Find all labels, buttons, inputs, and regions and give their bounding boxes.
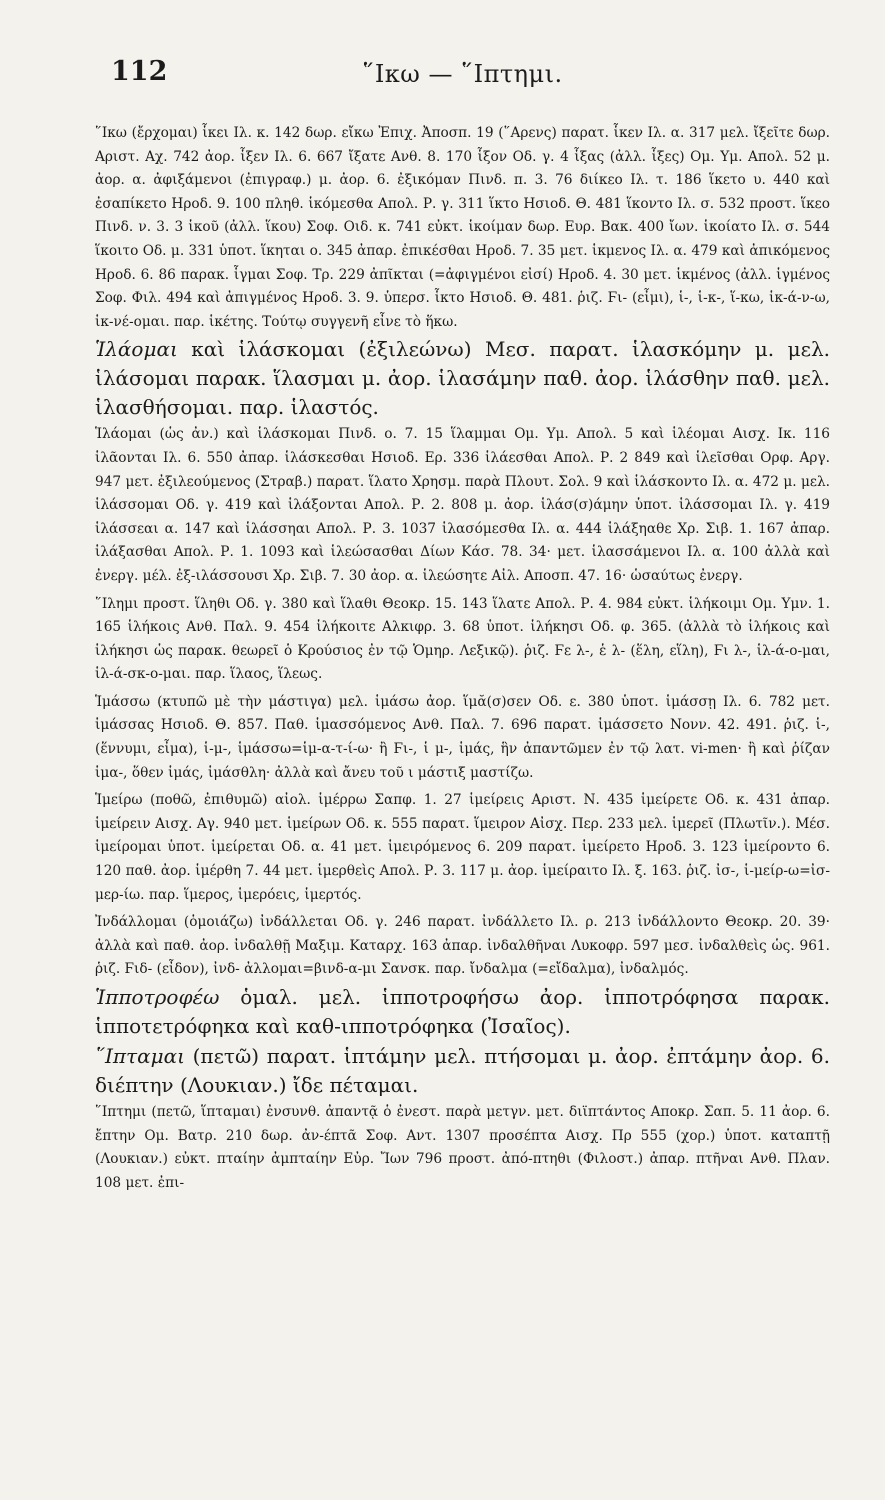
main-entry-hiptamai <box>95 1042 830 1100</box>
entry-text: ῞Ικω (ἔρχομαι) ἷκει Ιλ. κ. 142 δωρ. εἴκω Ἐπιχ. Ἀποσπ. 19 (῞Αρενς) παρατ. ἷκεν Ιλ. α. 317 μελ. ἴξεῖτε δωρ. Αριστ. Αχ. 742 ἀορ. ἷξεν Ιλ. 6. 667 ἴξατε Ανθ. 8. 170 ἷξον Οδ. γ. 4 ἷξας (ἀλλ. ἷξες) Ομ. Υμ. Απολ. 52 μ. ἀορ. α. ἀφιξάμενοι (ἐπιγραφ.) μ. ἀορ. 6. ἐξικόμαν Πινδ. π. 3. 76 διίκεο Ιλ. τ. 186 ἵκετο υ. 440 καὶ ἐσαπίκετο Ηροδ. 9. 100 πληθ. ἱκόμεσθα Απολ. Ρ. γ. 311 ἵκτο Ησιοδ. Θ. 481 ἵκοντο Ιλ. σ. 532 προστ. ἵκεο Πινδ. ν. 3. 3 ἱκοῦ (ἀλλ. ἵκου) Σοφ. Οιδ. κ. 741 εὐκτ. ἱκοίμαν δωρ. Ευρ. Βακ. 400 ἴων. ἱκοίατο Ιλ. σ. 544 ἵκοιτο Οδ. μ. 331 ὑποτ. ἵκηται ο. 345 ἀπαρ. ἐπικέσθαι Ηροδ. 7. 35 μετ. ἱκμενος Ιλ. α. 479 καὶ ἀπικόμενος Ηροδ. 6. 86 παρακ. ἷγμαι Σοφ. Τρ. 229 ἀπῖκται (=ἀφιγμένοι εἰσί) Ηροδ. 4. 30 μετ. ἱκμένος (ἀλλ. ἱγμένος Σοφ. Φιλ. 494 καὶ ἀπιγμένος Ηροδ. 3. 9. ὑπερσ. ἷκτο Ησιοδ. Θ. 481. ῥιζ. Ϝι- (εἶμι), ἱ-, ἱ-κ-, ἵ-κω, ἱκ-ά-ν-ω, ἱκ-νέ-ομαι. παρ. ἱκέτης. Τούτῳ συγγενῆ εἶνε τὸ ἥκω. <box>95 125 830 330</box>
headword: ῞Ιπταμαι <box>95 1044 185 1068</box>
entry-text: ῞Ιπτημι (πετῶ, ἵπταμαι) ἐνσυνθ. ἀπαντᾷ ὁ ἐνεστ. παρὰ μετγν. μετ. διϊπτάντος Αποκρ. Σαπ. 5. 11 ἀορ. 6. ἔπτην Ομ. Βατρ. 210 δωρ. ἀν-έπτᾶ Σοφ. Αντ. 1307 προσέπτα Αισχ. Πρ 555 (χορ.) ὑποτ. καταπτῇ (Λουκιαν.) εὐκτ. πταίην ἀμπταίην Εὐρ. Ἴων 796 προστ. ἀπό-πτηθι (Φιλοστ.) ἀπαρ. πτῆναι Ανθ. Πλαν. 108 μετ. ἐπι- <box>95 1104 830 1191</box>
entry-text: ὁμαλ. μελ. ἱπποτροφήσω ἀορ. ἱπποτρόφησα παρακ. ἱπποτετρόφηκα καὶ καθ-ιπποτρόφηκα (Ἰσαῖος). <box>95 985 830 1038</box>
book-page <box>95 50 830 1470</box>
entry-hilaomai-detail <box>95 423 830 588</box>
page-header <box>95 50 830 92</box>
entry-text: Ἱμάσσω (κτυπῶ μὲ τὴν μάστιγα) μελ. ἱμάσω ἀορ. ἵμᾰ(σ)σεν Οδ. ε. 380 ὑποτ. ἱμάσσῃ Ιλ. 6. 782 μετ. ἱμάσσας Ησιοδ. Θ. 857. Παθ. ἱμασσόμενος Ανθ. Παλ. 7. 696 παρατ. ἱμάσσετο Νονν. 42. 491. ῥιζ. ἱ-, (ἕννυμι, εἶμα), ἱ-μ-, ἱμάσσω=ἱμ-α-τ-ί-ω· ἢ Ϝι-, ἱ μ-, ἱμάς, ἣν ἀπαντῶμεν ἐν τῷ λατ. vi-men· ἢ καὶ ῥίζαν ἱμα-, ὅθεν ἱμάς, ἱμάσθλη· ἀλλὰ καὶ ἄνευ τοῦ ι μάστιξ μαστίζω. <box>95 693 830 781</box>
page-number: 112 <box>111 56 168 87</box>
entry-himasso <box>95 691 830 785</box>
main-entry-hilaomai <box>95 335 830 422</box>
entry-text: Ἰνδάλλομαι (ὁμοιάζω) ἰνδάλλεται Οδ. γ. 246 παρατ. ἰνδάλλετο Ιλ. ρ. 213 ἰνδάλλοντο Θεοκρ. 20. 39· ἀλλὰ καὶ παθ. ἀορ. ἰνδαλθῇ Μαξιμ. Καταρχ. 163 ἀπαρ. ἰνδαλθῆναι Λυκοφρ. 597 μεσ. ἰνδαλθεὶς ὡς. 961. ῥιζ. Ϝιδ- (εἶδον), ἰνδ- ἀλλομαι=βινδ-α-μι Σανσκ. παρ. ἴνδαλμα (=εἴδαλμα), ἰνδαλμός. <box>95 914 830 978</box>
entry-himeiro <box>95 789 830 907</box>
entry-hilemi <box>95 593 830 687</box>
entry-iko <box>95 122 830 334</box>
entry-text: (πετῶ) παρατ. ἱπτάμην μελ. πτήσομαι μ. ἀορ. ἐπτάμην ἀορ. 6. διέπτην (Λουκιαν.) ἴδε πέταμαι. <box>95 1044 830 1097</box>
page-body <box>95 122 830 1195</box>
headword: Ἱπποτροφέω <box>95 985 220 1009</box>
running-title: ῞Ικω — ῞Ιπτημι. <box>362 60 563 88</box>
entry-text: Ἱλάομαι (ὡς ἀν.) καὶ ἱλάσκομαι Πινδ. ο. 7. 15 ἵλαμμαι Ομ. Υμ. Απολ. 5 καὶ ἱλέομαι Αισχ. Ικ. 116 ἱλᾶονται Ιλ. 6. 550 ἀπαρ. ἱλάσκεσθαι Ησιοδ. Ερ. 336 ἱλάεσθαι Απολ. Ρ. 2 849 καὶ ἱλεῖσθαι Ορφ. Αργ. 947 μετ. ἐξιλεούμενος (Στραβ.) παρατ. ἵλατο Χρησμ. παρὰ Πλουτ. Σολ. 9 καὶ ἱλάσκοντο Ιλ. α. 472 μ. μελ. ἱλάσσομαι Οδ. γ. 419 καὶ ἱλάξονται Απολ. Ρ. 2. 808 μ. ἀορ. ἱλάσ(σ)άμην ὑποτ. ἱλάσσομαι Ιλ. γ. 419 ἱλάσσεαι α. 147 καὶ ἱλάσσηαι Απολ. Ρ. 3. 1037 ἱλασόμεσθα Ιλ. α. 444 ἱλάξηαθε Χρ. Σιβ. 1. 167 ἀπαρ. ἱλάξασθαι Απολ. Ρ. 1. 1093 καὶ ἱλεώσασθαι Δίων Κάσ. 78. 34· μετ. ἱλασσάμενοι Ιλ. α. 100 ἀλλὰ καὶ ἐνεργ. μέλ. ἐξ-ιλάσσουσι Χρ. Σιβ. 7. 30 ἀορ. α. ἱλεώσητε Αἰλ. Αποσπ. 47. 16· ὡσαύτως ἐνεργ. <box>95 426 830 584</box>
entry-indallomai <box>95 911 830 982</box>
entry-text: ῞Ιλημι προστ. ἵληθι Οδ. γ. 380 καὶ ἵλαθι Θεοκρ. 15. 143 ἵλατε Απολ. Ρ. 4. 984 εὐκτ. ἱλήκοιμι Ομ. Υμν. 1. 165 ἱλήκοις Ανθ. Παλ. 9. 454 ἱλήκοιτε Αλκιφρ. 3. 68 ὑποτ. ἱλήκησι Οδ. φ. 365. (ἀλλὰ τὸ ἱλήκοις καὶ ἱλήκησι ὡς παρακ. θεωρεῖ ὁ Κρούσιος ἐν τῷ Ὁμηρ. Λεξικῷ). ῥιζ. Ϝε λ-, ἑ λ- (ἕλη, εἵλη), Ϝι λ-, ἱλ-ά-ο-μαι, ἱλ-ά-σκ-ο-μαι. παρ. ἵλαος, ἵλεως. <box>95 595 830 683</box>
entry-text: Ἱμείρω (ποθῶ, ἐπιθυμῶ) αἰολ. ἱμέρρω Σαπφ. 1. 27 ἱμείρεις Αριστ. Ν. 435 ἱμείρετε Οδ. κ. 431 ἀπαρ. ἱμείρειν Αισχ. Αγ. 940 μετ. ἱμείρων Οδ. κ. 555 παρατ. ἵμειρον Αἰσχ. Περ. 233 μελ. ἱμερεῖ (Πλωτῖν.). Μέσ. ἱμείρομαι ὑποτ. ἱμείρεται Οδ. α. 41 μετ. ἱμειρόμενος 6. 209 παρατ. ἱμείρετο Ηροδ. 3. 123 ἱμείροντο 6. 120 παθ. ἀορ. ἱμέρθη 7. 44 μετ. ἱμερθεὶς Απολ. Ρ. 3. 117 μ. ἀορ. ἱμείραιτο Ιλ. ξ. 163. ῥιζ. ἰσ-, ἱ-μείρ-ω=ἰσ-μερ-ίω. παρ. ἵμερος, ἱμερόεις, ἱμερτός. <box>95 792 830 903</box>
entry-text: καὶ ἱλάσκομαι (ἐξιλεώνω) Μεσ. παρατ. ἱλασκόμην μ. μελ. ἱλάσομαι παρακ. ἵλασμαι μ. ἀορ. ἱλασάμην παθ. ἀορ. ἱλάσθην παθ. μελ. ἱλασθήσομαι. παρ. ἱλαστός. <box>95 337 830 420</box>
main-entry-hippotropheo <box>95 983 830 1041</box>
headword: Ἱλάομαι <box>95 337 178 362</box>
entry-hiptemi <box>95 1101 830 1195</box>
